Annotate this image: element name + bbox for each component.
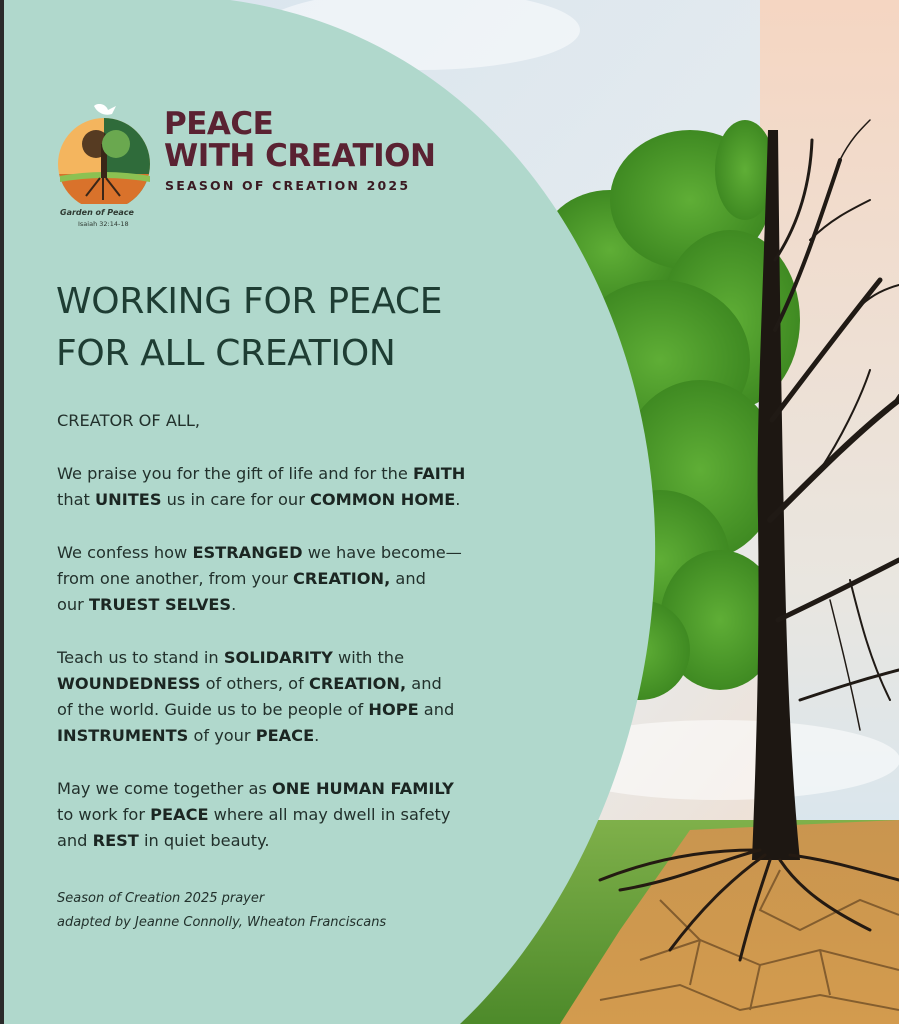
emphasized-word: REST	[92, 831, 139, 850]
prayer-text	[57, 408, 617, 881]
emphasized-word: ONE HUMAN FAMILY	[271, 779, 454, 798]
logo-title-line-2: WITH CREATION	[164, 138, 436, 174]
prayer-text-run: and	[390, 569, 426, 588]
prayer-paragraph	[57, 645, 617, 749]
logo-subtitle: SEASON OF CREATION 2025	[165, 178, 411, 193]
prayer-paragraph	[57, 461, 617, 513]
prayer-text-run: Teach us to stand in	[57, 648, 224, 667]
emphasized-word: SOLIDARITY	[223, 648, 333, 667]
emphasized-word: CREATION,	[308, 674, 407, 693]
emphasized-word: HOPE	[368, 700, 419, 719]
logo-title	[164, 108, 435, 172]
prayer-text-run: of your	[188, 726, 256, 745]
emphasized-word: PEACE	[255, 726, 315, 745]
emphasized-word: FAITH	[413, 464, 466, 483]
credit-line-1: Season of Creation 2025 prayer	[57, 891, 265, 906]
emphasized-word: UNITES	[95, 490, 162, 509]
prayer-text-run: us in care for our	[161, 490, 310, 509]
prayer-credit	[57, 887, 386, 935]
prayer-text-run: in quiet beauty.	[138, 831, 270, 850]
prayer-text-run: our	[57, 595, 89, 614]
prayer-text-run: May we come together as	[57, 779, 272, 798]
prayer-paragraph	[57, 540, 617, 618]
prayer-text-run: to work for	[57, 805, 151, 824]
prayer-text-run: and	[57, 831, 93, 850]
emphasized-word: ESTRANGED	[192, 543, 303, 562]
prayer-salutation: CREATOR OF ALL,	[57, 411, 201, 430]
headline-line-2: FOR ALL CREATION	[56, 333, 396, 374]
prayer-text-run: We praise you for the gift of life and for the	[57, 464, 413, 483]
garden-of-peace-emblem-icon	[56, 104, 156, 204]
emphasized-word: CREATION,	[293, 569, 391, 588]
prayer-paragraph	[57, 776, 617, 854]
logo-verse-reference: Isaiah 32:14-18	[78, 220, 129, 228]
emphasized-word: COMMON HOME	[310, 490, 456, 509]
prayer-text-run: of the world. Guide us to be people of	[57, 700, 369, 719]
emphasized-word: WOUNDEDNESS	[57, 674, 201, 693]
prayer-text-run: We confess how	[57, 543, 193, 562]
prayer-text-run: we have become—	[302, 543, 462, 562]
prayer-text-run: where all may dwell in safety	[208, 805, 451, 824]
prayer-text-run: that	[57, 490, 96, 509]
prayer-text-run: .	[231, 595, 237, 614]
prayer-text-run: .	[455, 490, 461, 509]
logo-title-line-1: PEACE	[164, 106, 274, 142]
credit-line-2: adapted by Jeanne Connolly, Wheaton Franciscans	[57, 915, 387, 930]
prayer-text-run: from one another, from your	[57, 569, 294, 588]
prayer-text-run: .	[314, 726, 320, 745]
emphasized-word: TRUEST SELVES	[88, 595, 232, 614]
page-headline	[56, 276, 442, 380]
prayer-text-run: and	[418, 700, 455, 719]
prayer-text-run: and	[406, 674, 442, 693]
logo-caption: Garden of Peace	[60, 208, 134, 217]
prayer-text-run: of others, of	[200, 674, 309, 693]
headline-line-1: WORKING FOR PEACE	[56, 281, 443, 322]
emphasized-word: INSTRUMENTS	[57, 726, 189, 745]
prayer-text-run: with the	[332, 648, 405, 667]
emphasized-word: PEACE	[150, 805, 209, 824]
